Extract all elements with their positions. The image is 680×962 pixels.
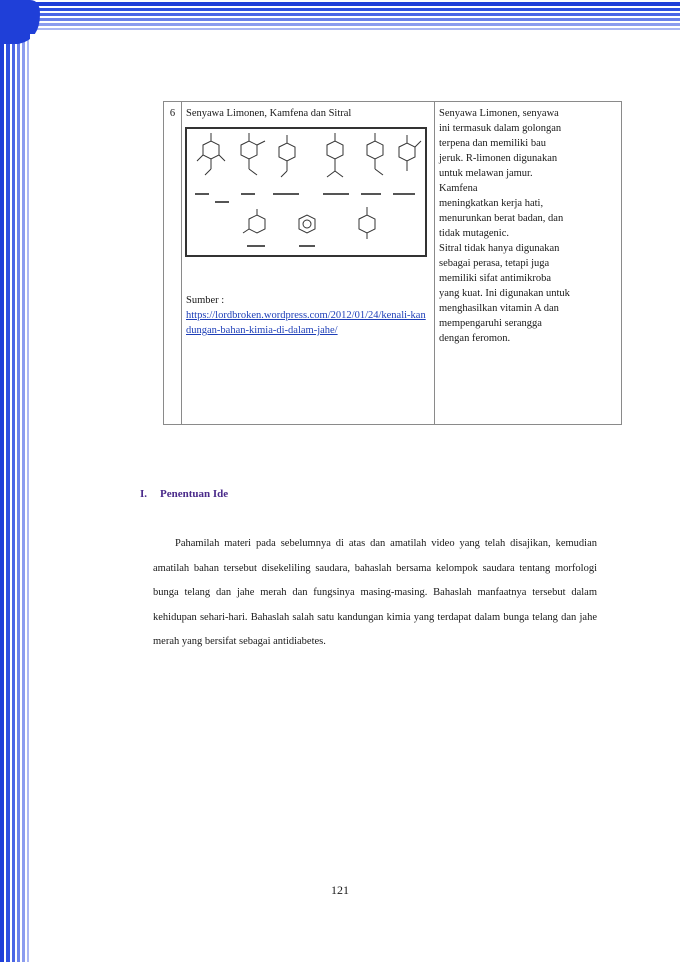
section-title: Penentuan Ide [160, 488, 229, 500]
description-cell [435, 102, 622, 425]
description-line: jeruk. R-limonen digunakan [439, 153, 558, 164]
row-number: 6 [164, 102, 182, 425]
description-line: terpena dan memiliki bau [439, 138, 547, 149]
description-line: menghasilkan vitamin A dan [439, 303, 559, 314]
description-line: menurunkan berat badan, dan [439, 213, 564, 224]
description-line: untuk melawan jamur. [439, 168, 533, 179]
description-line: Sitral tidak hanya digunakan [439, 243, 560, 254]
section-heading [140, 488, 228, 500]
page-frame-top [0, 0, 680, 34]
description-line: tidak mutagenic. [439, 228, 509, 239]
page-frame-left [0, 0, 30, 962]
body-paragraph: Pahamilah materi pada sebelumnya di atas dan amatilah video yang telah disajikan, kemudian amatilah bahan tersebut disekeliling saudara, bahaslah bersama kelompok saudara tentang morfologi bunga telang dan jahe merah dan fungsinya masing-masing. Bahaslah manfaatnya tersebut dalam kehidupan sehari-hari. Bahaslah salah satu kandungan kimia yang terdapat dalam bunga telang dan jahe merah yang bersifat sebagai antidiabetes. [153, 538, 597, 647]
description-line: dengan feromon. [439, 333, 511, 344]
description-line: ini termasuk dalam golongan [439, 123, 562, 134]
description-line: Senyawa Limonen, senyawa [439, 108, 559, 119]
description-line: mempengaruhi serangga [439, 318, 542, 329]
description-line: Kamfena [439, 183, 478, 194]
table-row [164, 102, 622, 425]
source-link[interactable]: https://lordbroken.wordpress.com/2012/01/24/kenali-kandungan-bahan-kimia-di-dalam-jahe/ [186, 310, 426, 336]
source-label: Sumber : [186, 295, 225, 306]
compound-title: Senyawa Limonen, Kamfena dan Sitral [186, 108, 352, 119]
compound-table [163, 101, 622, 425]
description-line: sebagai perasa, tetapi juga [439, 258, 550, 269]
page-number: 121 [331, 883, 349, 897]
description-line: yang kuat. Ini digunakan untuk [439, 288, 570, 299]
description-line: memiliki sifat antimikroba [439, 273, 551, 284]
molecule-structures-figure [185, 127, 427, 257]
molecule-structures-drawing [187, 129, 425, 255]
section-number: I. [140, 488, 148, 500]
compound-cell [182, 102, 435, 425]
description-line: meningkatkan kerja hati, [439, 198, 544, 209]
